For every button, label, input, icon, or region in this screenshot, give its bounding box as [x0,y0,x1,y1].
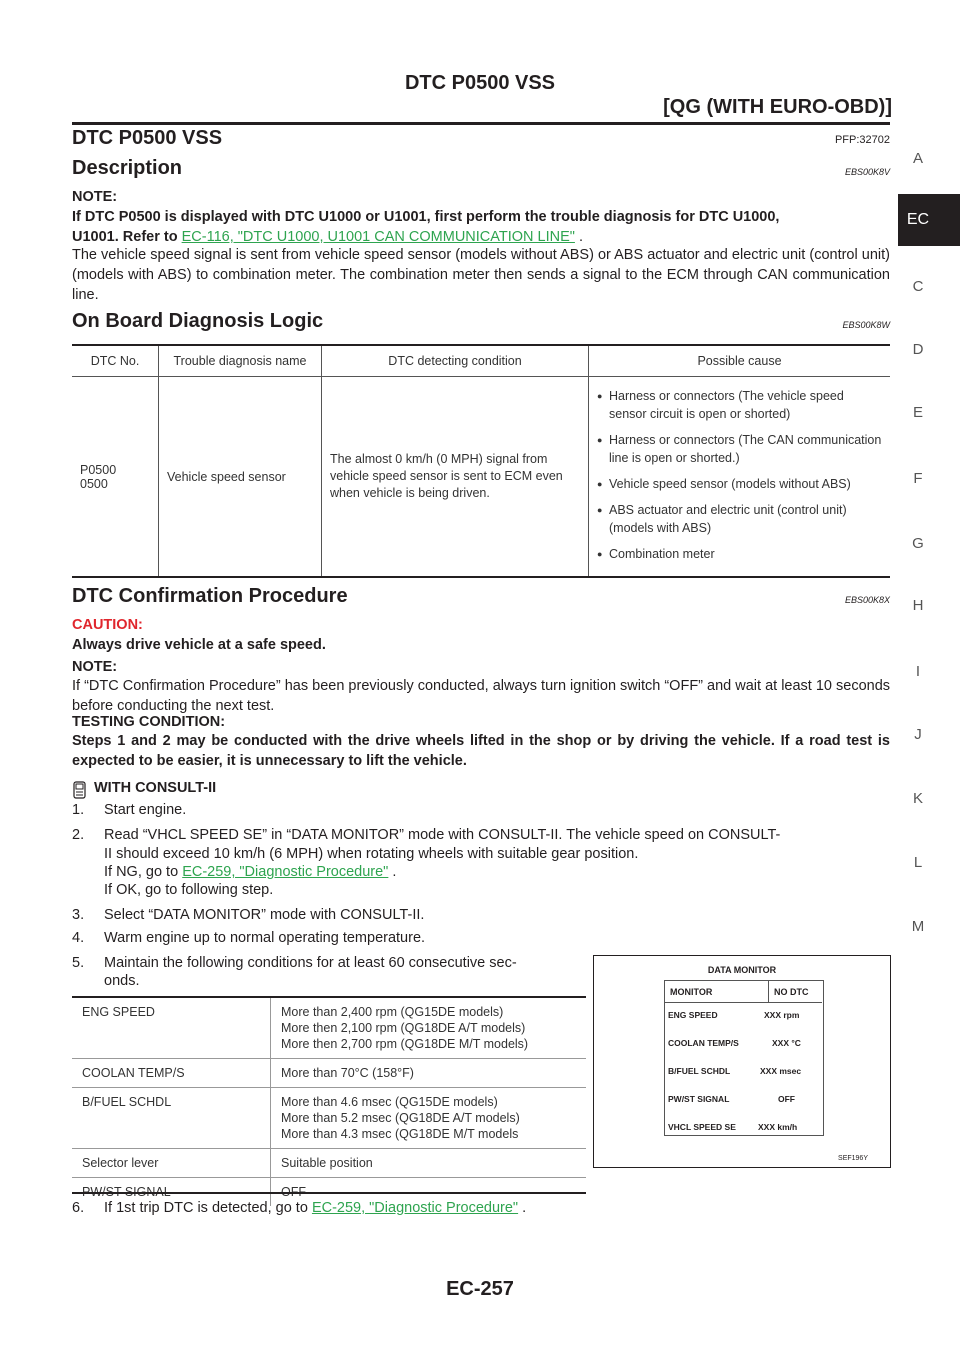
description-note-text: If DTC P0500 is displayed with DTC U1000 or U1001, first perform the trouble diagnosis for DTC U1000, [72,209,780,225]
description-note-link[interactable]: EC-116, "DTC U1000, U1001 CAN COMMUNICATION LINE" [181,229,575,245]
condition-row [72,1059,586,1088]
condition-item: Selector lever [72,1149,271,1178]
step-2-ng [104,862,396,882]
obd-table-header [72,346,890,377]
obd-cause-item: ● ABS actuator and electric unit (control unit) (models with ABS) [597,501,882,537]
description-note-line2 [72,227,890,247]
obd-cause-list [597,387,882,563]
figure-screen [664,980,824,1136]
obd-cause-item: ● Harness or connectors (The CAN communication line is open or shorted.) [597,431,882,467]
step-2-text: Read “VHCL SPEED SE” in “DATA MONITOR” mode with CONSULT-II. The vehicle speed on CONSULT- [104,827,781,843]
figure-row [668,1122,798,1132]
step-2-link[interactable]: EC-259, "Diagnostic Procedure" [182,864,389,880]
side-index-c[interactable]: C [912,278,924,295]
figure-row-name: VHCL SPEED SE [668,1122,736,1132]
side-index-a[interactable]: A [912,150,923,167]
side-index-m[interactable]: M [911,918,925,935]
side-index-active-label: EC [906,211,930,228]
figure-title: DATA MONITOR [707,965,777,975]
header-rule [72,122,890,125]
description-heading: Description [72,157,183,179]
condition-value: More then 2,700 rpm (QG18DE M/T models) [281,1037,529,1051]
side-index-k[interactable]: K [912,790,923,807]
condition-item: B/FUEL SCHDL [72,1088,271,1149]
figure-row-name: PW/ST SIGNAL [668,1094,730,1104]
confirmation-note-text: If “DTC Confirmation Procedure” has been previously conducted, always turn ignition switch “OFF” and wait at least 10 seconds before conducting the next test. [72,678,891,714]
step-6-text: If 1st trip DTC is detected, go to [104,1200,308,1216]
step-2-text2: II should exceed 10 km/h (6 MPH) when rotating wheels with suitable gear position. [104,846,639,862]
description-note-label: NOTE: [72,189,118,205]
page-number: EC-257 [446,1278,514,1300]
conditions-table-bottom-rule [72,1192,586,1194]
figure-row [668,1066,802,1076]
step-1-text: Start engine. [104,802,187,818]
obd-col-condition: DTC detecting condition [322,346,589,377]
step-5-text2: onds. [104,973,140,989]
side-index-f[interactable]: F [913,470,923,487]
confirmation-code: EBS00K8X [844,595,890,605]
figure-monitor-label: MONITOR [670,987,713,997]
caution-text: Always drive vehicle at a safe speed. [72,637,326,653]
figure-row [668,1038,801,1048]
figure-row-name: COOLAN TEMP/S [668,1038,739,1048]
side-index-d[interactable]: D [912,341,924,358]
step-4-num: 4. [72,930,85,946]
condition-row [72,1088,586,1149]
obd-cause-item: ● Harness or connectors (The vehicle speed sensor circuit is open or shorted) [597,387,882,423]
condition-row [72,997,586,1059]
obd-dtc-no: P0500 [80,462,117,477]
description-body: The vehicle speed signal is sent from vehicle speed sensor (models without ABS) or ABS actuator and electric unit (control unit) (models with ABS) to combination meter. The combination meter then sends a signal to the ECM through CAN communication line. [72,247,890,303]
side-index-l[interactable]: L [913,854,923,871]
figure-divider [664,1002,822,1003]
figure-row [668,1094,795,1104]
condition-value: More than 4.3 msec (QG18DE M/T models [281,1127,519,1141]
obd-condition: The almost 0 km/h (0 MPH) signal from vehicle speed sensor is sent to ECM even when vehicle is being driven. [322,377,589,577]
description-code: EBS00K8V [844,167,890,177]
obd-table [72,346,890,577]
obd-table-bottom-rule [72,576,890,578]
step-2-num: 2. [72,827,85,843]
figure-col-divider [768,981,769,1002]
figure-row-name: ENG SPEED [668,1010,718,1020]
condition-value: More then 2,100 rpm (QG18DE A/T models) [281,1021,526,1035]
obd-col-dtc-no: DTC No. [72,346,159,377]
figure-row-value: XXX msec [760,1066,802,1076]
condition-value: Suitable position [281,1156,373,1170]
obd-heading: On Board Diagnosis Logic [72,310,324,332]
obd-cause-item: ● Vehicle speed sensor (models without ABS) [597,475,882,493]
figure-code: SEF196Y [838,1155,868,1162]
condition-values [271,997,587,1059]
condition-values [271,1059,587,1088]
side-index-e[interactable]: E [912,404,923,421]
testing-condition-label: TESTING CONDITION: [72,714,226,730]
page-header-subtitle: [QG (WITH EURO-OBD)] [663,96,892,118]
obd-cause-item: ● Combination meter [597,545,882,563]
obd-causes-cell [589,377,891,577]
testing-condition-text: Steps 1 and 2 may be conducted with the drive wheels lifted in the shop or by driving the vehicle. If a road test is expected to be easier, it is unnecessary to lift the vehicle. [72,733,890,769]
step-2-ok: If OK, go to following step. [104,882,274,898]
step-6-link[interactable]: EC-259, "Diagnostic Procedure" [311,1200,519,1216]
figure-row-value: XXX °C [772,1038,801,1048]
confirmation-heading: DTC Confirmation Procedure [72,585,348,607]
step-5-num: 5. [72,955,85,971]
conditions-table [72,996,586,1206]
figure-row-value: XXX rpm [764,1010,800,1020]
figure-row [668,1010,800,1020]
consult-label: WITH CONSULT-II [94,780,217,796]
step-1-num: 1. [72,802,85,818]
description-note-end: . [578,229,583,245]
data-monitor-figure [593,955,891,1168]
main-title: DTC P0500 VSS [72,127,223,149]
figure-row-name: B/FUEL SCHDL [668,1066,731,1076]
step-6-line [104,1198,526,1218]
step-5-text: Maintain the following conditions for at least 60 consecutive sec- [104,955,517,971]
condition-value: More than 2,400 rpm (QG15DE models) [281,1005,504,1019]
obd-col-cause: Possible cause [589,346,891,377]
obd-dtc-no2: 0500 [80,476,108,491]
step-6-num: 6. [72,1200,85,1216]
condition-item: COOLAN TEMP/S [72,1059,271,1088]
condition-item: ENG SPEED [72,997,271,1059]
step-2-end: . [392,864,397,880]
side-index-g[interactable]: G [912,535,924,552]
figure-row-value: XXX km/h [758,1122,798,1132]
figure-no-dtc: NO DTC [774,987,809,997]
condition-values [271,1149,587,1178]
consult-icon [72,780,88,800]
step-6-end: . [522,1200,527,1216]
side-index-h[interactable]: H [912,597,924,614]
condition-value: More than 5.2 msec (QG18DE A/T models) [281,1111,520,1125]
step-3-num: 3. [72,907,85,923]
condition-row [72,1149,586,1178]
condition-values [271,1088,587,1149]
side-index-j[interactable]: J [914,726,922,743]
obd-diag-name: Vehicle speed sensor [159,377,322,577]
page-header-title: DTC P0500 VSS [404,72,556,94]
side-index-i[interactable]: I [915,663,921,680]
description-note-text2: U1001. Refer to [72,229,178,245]
obd-table-row [72,377,890,577]
step-2-ng-text: If NG, go to [104,864,179,880]
main-title-code: PFP:32702 [834,134,890,146]
condition-value: More than 4.6 msec (QG15DE models) [281,1095,498,1109]
obd-col-diag-name: Trouble diagnosis name [159,346,322,377]
step-3-text: Select “DATA MONITOR” mode with CONSULT-II. [104,907,425,923]
figure-row-value: OFF [778,1094,795,1104]
side-index-active-tab[interactable] [898,194,960,246]
obd-code: EBS00K8W [842,320,890,330]
condition-value: More than 70°C (158°F) [281,1066,414,1080]
step-4-text: Warm engine up to normal operating temperature. [104,930,426,946]
confirmation-note-label: NOTE: [72,659,118,675]
obd-dtc-no-cell [72,377,159,577]
caution-label: CAUTION: [72,617,143,633]
